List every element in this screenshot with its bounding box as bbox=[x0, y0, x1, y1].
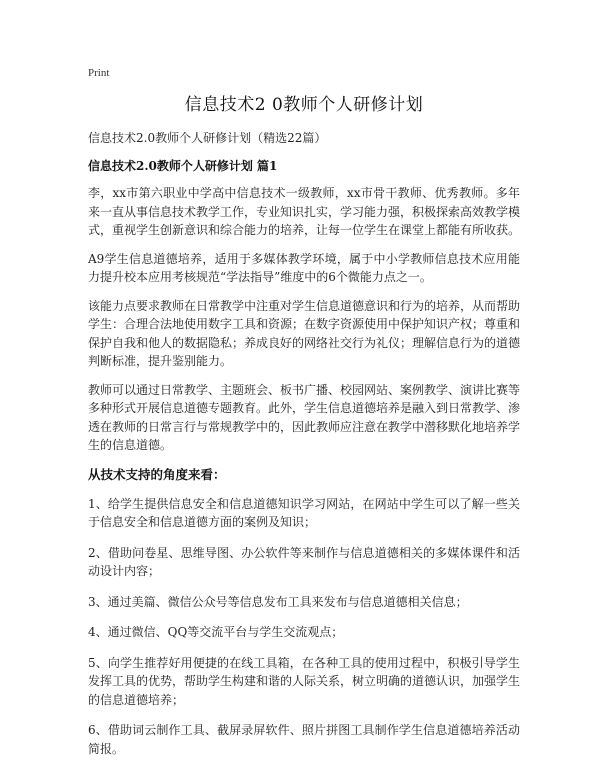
paragraph-a9: A9学生信息道德培养，适用于多媒体教学环境，属于中小学教师信息技术应用能力提升校本应用考核规范“学法指导”维度中的6个微能力点之一。 bbox=[88, 251, 520, 284]
section-heading: 信息技术2.0教师个人研修计划 篇1 bbox=[88, 159, 278, 173]
list-item: 6、借助词云制作工具、截屏录屏软件、照片拼图工具制作学生信息道德培养活动简报。 bbox=[88, 723, 520, 756]
list-item: 5、向学生推荐好用便捷的在线工具箱，在各种工具的使用过程中，积极引导学生发挥工具的优势，帮助学生构建和谐的人际关系，树立明确的道德认识，加强学生的信息道德培养； bbox=[88, 655, 521, 707]
list-item: 1、给学生提供信息安全和信息道德知识学习网站，在网站中学生可以了解一些关于信息安全和信息道德方面的案例及知识； bbox=[88, 496, 520, 529]
document-subtitle: 信息技术2.0教师个人研修计划（精选22篇） bbox=[88, 131, 327, 145]
list-item: 3、通过美篇、微信公众号等信息发布工具来发布与信息道德相关信息； bbox=[88, 594, 468, 609]
document-title: 信息技术2 0教师个人研修计划 bbox=[184, 95, 424, 115]
print-label: Print bbox=[88, 67, 110, 79]
list-item: 2、借助问卷星、思维导图、办公软件等来制作与信息道德相关的多媒体课件和活动设计内容； bbox=[88, 545, 520, 578]
list-item: 4、通过微信、QQ等交流平台与学生交流观点； bbox=[88, 625, 344, 639]
subsection-heading: 从技术支持的角度来看： bbox=[88, 466, 226, 482]
document-page bbox=[88, 66, 520, 770]
paragraph-requirements: 该能力点要求教师在日常教学中注重对学生信息道德意识和行为的培养，从而帮助学生：合理合法地使用数字工具和资源；在数字资源使用中保护知识产权；尊重和保护自我和他人的数据隐私；养成良好的网络社交行为礼仪；理解信息行为的道德判断标准，提升鉴别能力。 bbox=[88, 298, 521, 368]
paragraph-methods: 教师可以通过日常教学、主题班会、板书广播、校园网站、案例教学、演讲比赛等多种形式开展信息道德专题教育。此外，学生信息道德培养是融入到日常教学、渗透在教师的日常言行与常规教学中的，因此教师应注意在教学中潜移默化地培养学生的信息道德。 bbox=[88, 382, 521, 452]
paragraph-intro: 李，xx市第六职业中学高中信息技术一级教师，xx市骨干教师、优秀教师。多年来一直从事信息技术教学工作，专业知识扎实，学习能力强，积极探索高效教学模式，重视学生创新意识和综合能力的培养，让每一位学生在课堂上都能有所收获。 bbox=[88, 186, 521, 237]
